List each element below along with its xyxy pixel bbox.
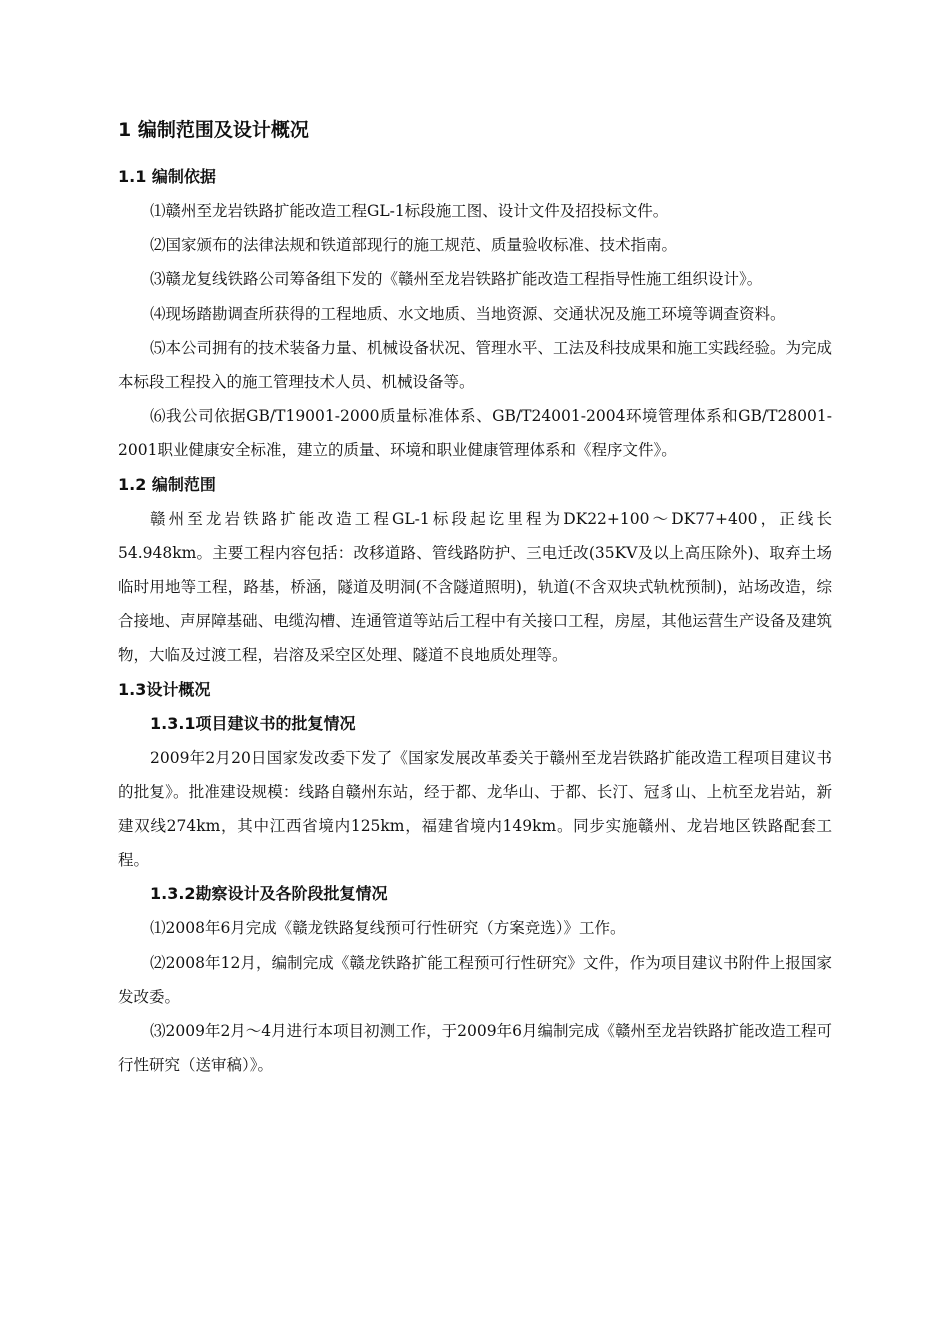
paragraph: ⑹我公司依据GB/T19001-2000质量标准体系、GB/T24001-2004环境管理体系和GB/T28001-2001职业健康安全标准，建立的质量、环境和职业健康管理体系和《程序文件》。 — [118, 407, 832, 460]
paragraph: ⑵国家颁布的法律法规和铁道部现行的施工规范、质量验收标准、技术指南。 — [150, 236, 678, 255]
paragraph: ⑸本公司拥有的技术装备力量、机械设备状况、管理水平、工法及科技成果和施工实践经验。为完成本标段工程投入的施工管理技术人员、机械设备等。 — [118, 338, 833, 392]
subsection-title-1-3-1: 1.3.1项目建议书的批复情况 — [150, 713, 356, 733]
paragraph: ⑴2008年6月完成《赣龙铁路复线预可行性研究（方案竞选）》工作。 — [150, 919, 626, 938]
section-title-1-2: 1.2 编制范围 — [118, 474, 216, 494]
paragraph: ⑶赣龙复线铁路公司筹备组下发的《赣州至龙岩铁路扩能改造工程指导性施工组织设计》。 — [150, 270, 763, 289]
section-title-1-1: 1.1 编制依据 — [118, 167, 216, 186]
subsection-title-1-3-2: 1.3.2勘察设计及各阶段批复情况 — [150, 884, 388, 904]
chapter-heading: 1 编制范围及设计概况 — [118, 119, 309, 141]
paragraph: 2009年2月20日国家发改委下发了《国家发展改革委关于赣州至龙岩铁路扩能改造工程项目建议书的批复》。批准建设规模：线路自赣州东站，经于都、龙华山、于都、长汀、冠豸山、上杭至龙岩站，新建双线274km，其中江西省境内125km，福建省境内149km。同步实施赣州、龙岩地区铁路配套工程。 — [118, 748, 832, 870]
section-title-1-3: 1.3设计概况 — [118, 679, 211, 699]
paragraph: ⑴赣州至龙岩铁路扩能改造工程GL-1标段施工图、设计文件及招投标文件。 — [150, 202, 669, 220]
document-page — [118, 112, 832, 1082]
paragraph: ⑵2008年12月，编制完成《赣龙铁路扩能工程预可行性研究》文件，作为项目建议书附件上报国家发改委。 — [118, 953, 832, 1006]
paragraph: ⑶2009年2月～4月进行本项目初测工作，于2009年6月编制完成《赣州至龙岩铁路扩能改造工程可行性研究（送审稿）》。 — [118, 1022, 832, 1075]
paragraph: ⑷现场踏勘调查所获得的工程地质、水文地质、当地资源、交通状况及施工环境等调查资料。 — [150, 304, 786, 323]
paragraph: 赣州至龙岩铁路扩能改造工程GL-1标段起讫里程为DK22+100～DK77+400，正线长54.948km。主要工程内容包括：改移道路、管线路防护、三电迁改(35KV及以上高压除外)、取弃土场临时用地等工程，路基，桥涵，隧道及明洞(不含隧道照明)，轨道(不含双块式轨枕预制)，站场改造，综合接地、声屏障基础、电缆沟槽、连通管道等站后工程中有关接口工程，房屋，其他运营生产设备及建筑物，大临及过渡工程，岩溶及采空区处理、隧道不良地质处理等。 — [118, 509, 832, 665]
